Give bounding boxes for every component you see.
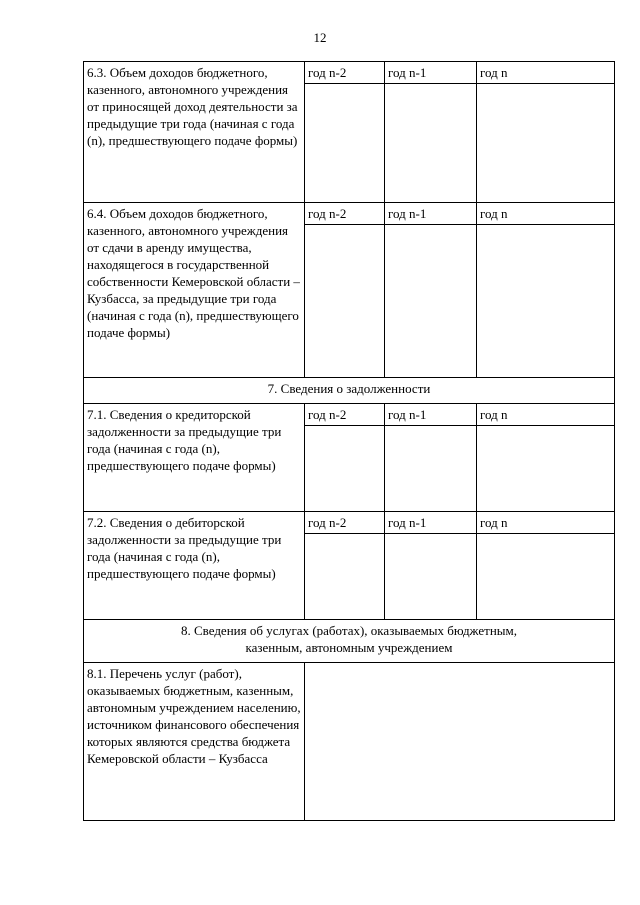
year-header-n-2: год n-2: [305, 62, 385, 84]
year-header-n: год n: [477, 203, 615, 225]
page-number: 12: [313, 30, 327, 45]
year-header-n-1: год n-1: [385, 203, 477, 225]
value-cell: [477, 426, 615, 512]
year-header-n: год n: [477, 62, 615, 84]
section-8-title: [84, 620, 615, 663]
row-7-1-header: [84, 404, 615, 426]
row-6-4-header: [84, 203, 615, 225]
row-8-1-value: [305, 663, 615, 821]
value-cell: [385, 426, 477, 512]
value-cell: [477, 225, 615, 378]
value-cell: [385, 225, 477, 378]
value-cell: [385, 84, 477, 203]
section-8-row: [84, 620, 615, 663]
row-7-2-header: [84, 512, 615, 534]
section-7-title: 7. Сведения о задолженности: [84, 378, 615, 404]
value-cell: [477, 534, 615, 620]
row-6-4-label: 6.4. Объем доходов бюджетного, казенного, автономного учреждения от сдачи в аренду имущества, находящегося в государственной собственности Кемеровской области – Кузбасса, за предыдущие три года (начиная с года (n), предшествующего подаче формы): [84, 203, 305, 378]
year-header-n: год n: [477, 404, 615, 426]
year-header-n-1: год n-1: [385, 512, 477, 534]
value-cell: [305, 84, 385, 203]
value-cell: [305, 225, 385, 378]
row-7-2-label: 7.2. Сведения о дебиторской задолженности за предыдущие три года (начиная с года (n), предшествующего подаче формы): [84, 512, 305, 620]
row-6-3-label: 6.3. Объем доходов бюджетного, казенного, автономного учреждения от приносящей доход деятельности за предыдущие три года (начиная с года (n), предшествующего подаче формы): [84, 62, 305, 203]
row-7-1-label: 7.1. Сведения о кредиторской задолженности за предыдущие три года (начиная с года (n), предшествующего подаче формы): [84, 404, 305, 512]
year-header-n-1: год n-1: [385, 62, 477, 84]
section-8-title-line1: 8. Сведения об услугах (работах), оказываемых бюджетным,: [180, 623, 517, 638]
value-cell: [477, 84, 615, 203]
section-7-row: [84, 378, 615, 404]
row-8-1-label: 8.1. Перечень услуг (работ), оказываемых бюджетным, казенным, автономным учреждением населению, источником финансового обеспечения которых являются средства бюджета Кемеровской области – Кузбасса: [84, 663, 305, 821]
row-8-1: [84, 663, 615, 821]
year-header-n-2: год n-2: [305, 512, 385, 534]
year-header-n-2: год n-2: [305, 203, 385, 225]
section-8-title-line2: казенным, автономным учреждением: [245, 640, 453, 655]
year-header-n-1: год n-1: [385, 404, 477, 426]
row-6-3-header: [84, 62, 615, 84]
form-table: [83, 61, 615, 821]
value-cell: [385, 534, 477, 620]
year-header-n: год n: [477, 512, 615, 534]
year-header-n-2: год n-2: [305, 404, 385, 426]
value-cell: [305, 426, 385, 512]
value-cell: [305, 534, 385, 620]
